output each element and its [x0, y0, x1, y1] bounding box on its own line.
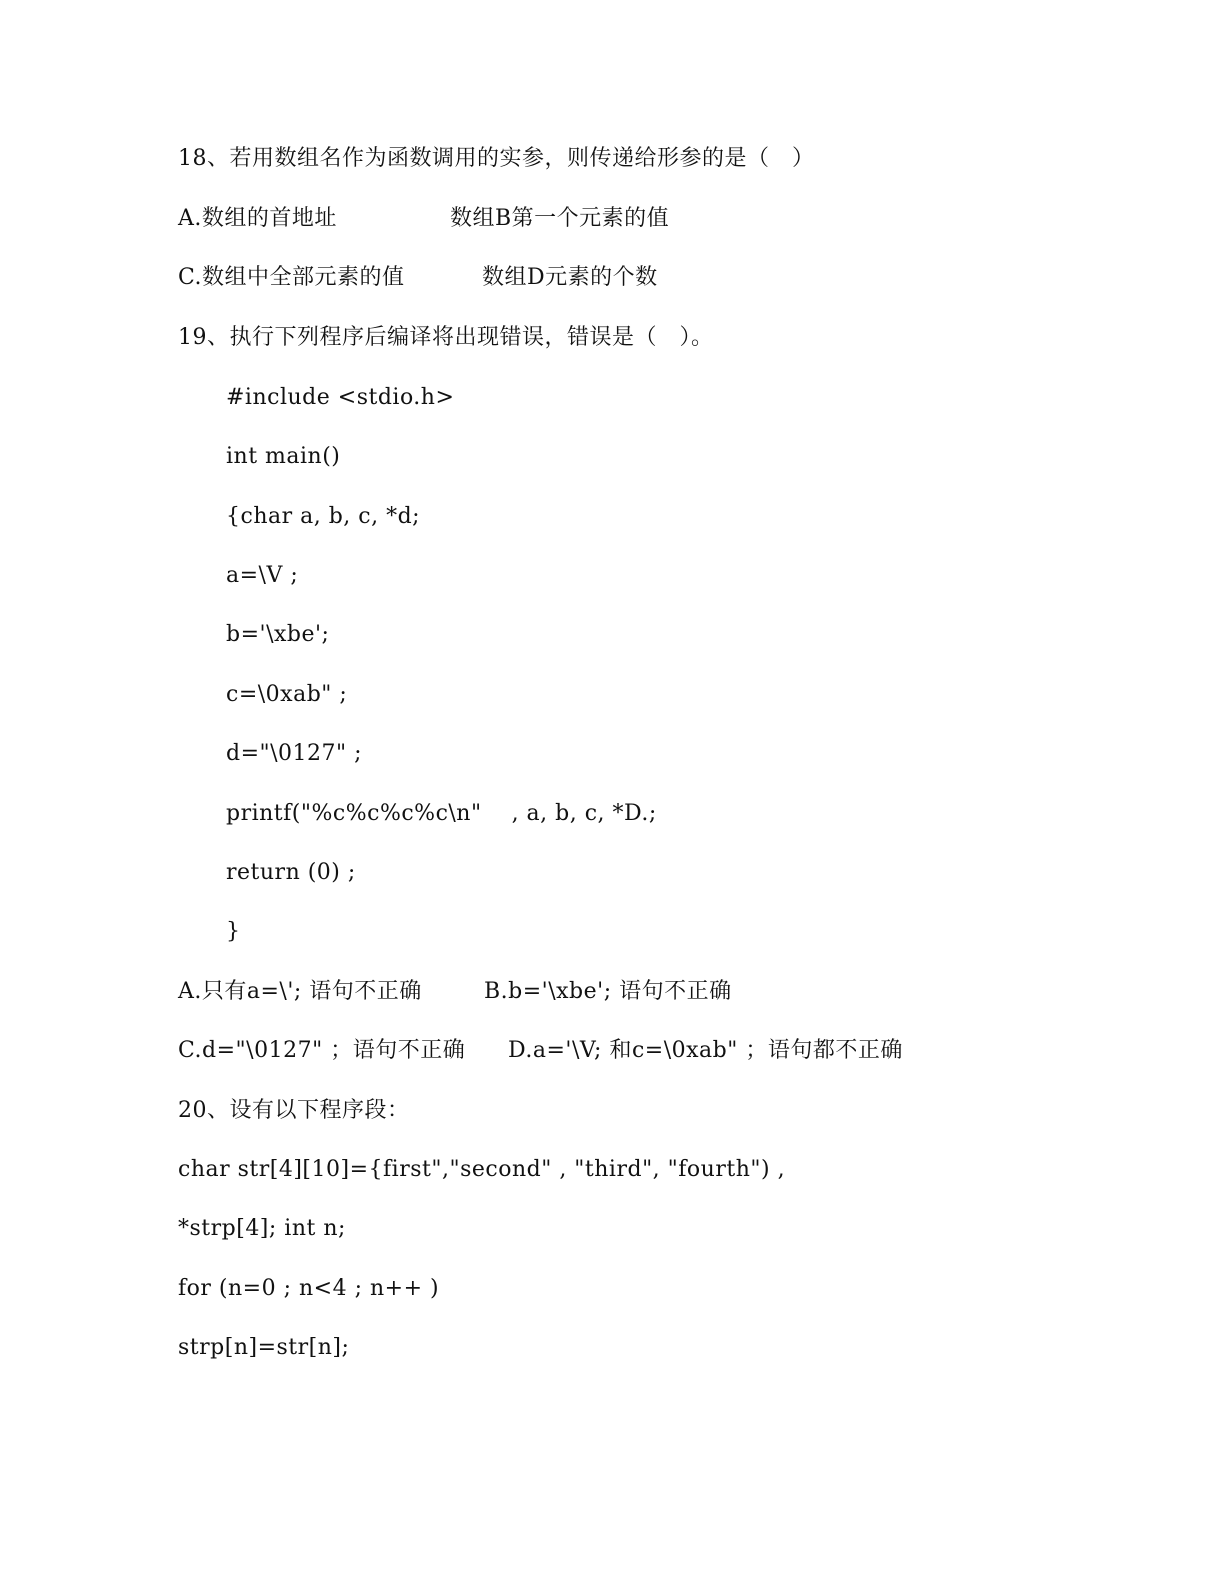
question-19-option-c: C.d="\0127" ；语句不正确: [178, 1038, 466, 1063]
code-line: int main(): [226, 444, 341, 469]
code-line: printf("%c%c%c%c\n" , a, b, c, *D.;: [226, 801, 657, 826]
code-line: char str[4][10]={first","second" , "third", "fourth") ,: [178, 1157, 786, 1182]
question-19-option-a: A.只有a=\'; 语句不正确: [178, 979, 422, 1004]
question-19-option-d: D.a='\V; 和c=\0xab" ；语句都不正确: [508, 1038, 903, 1063]
code-line: for (n=0 ; n<4 ; n++ ): [178, 1276, 440, 1301]
code-line: {char a, b, c, *d;: [226, 504, 421, 529]
question-18-option-b: 数组B第一个元素的值: [450, 206, 670, 231]
code-line: b='\xbe';: [226, 622, 330, 647]
question-19-option-b: B.b='\xbe'; 语句不正确: [484, 979, 732, 1004]
question-18-option-a: A.数组的首地址: [178, 206, 337, 231]
code-line: a=\V ;: [226, 563, 299, 588]
question-18-option-d: 数组D元素的个数: [482, 265, 658, 290]
code-line: d="\0127" ;: [226, 741, 363, 766]
code-line: strp[n]=str[n];: [178, 1335, 350, 1360]
code-line: c=\0xab" ;: [226, 682, 348, 707]
code-line: #include <stdio.h>: [226, 385, 455, 410]
question-18-text: 18、若用数组名作为函数调用的实参，则传递给形参的是（ ）: [178, 146, 815, 171]
question-18-option-c: C.数组中全部元素的值: [178, 265, 405, 290]
code-line: *strp[4]; int n;: [178, 1216, 346, 1241]
question-19-text: 19、执行下列程序后编译将出现错误，错误是（ ）。: [178, 325, 714, 350]
code-line: return (0) ;: [226, 860, 356, 885]
question-20-text: 20、设有以下程序段：: [178, 1098, 410, 1123]
code-line: }: [226, 919, 241, 944]
